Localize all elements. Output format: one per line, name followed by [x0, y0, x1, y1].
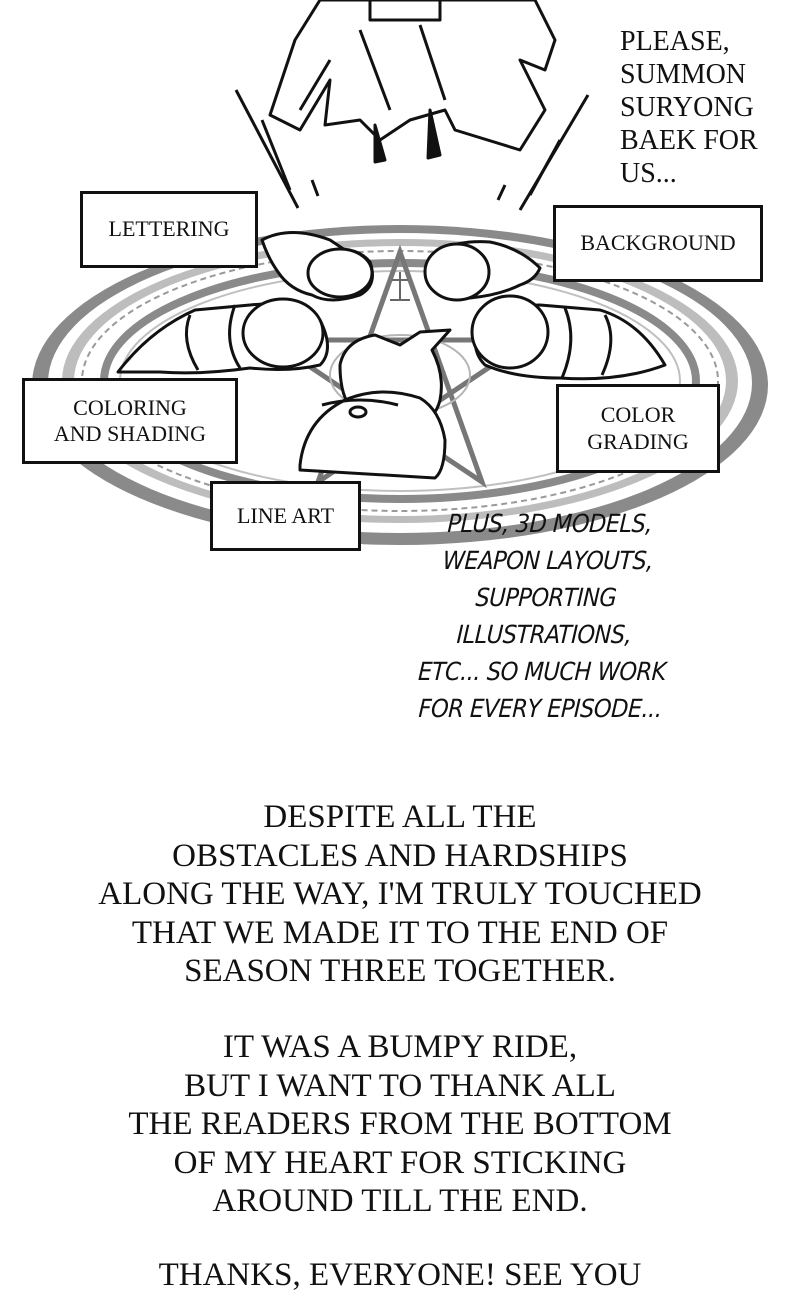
message-line: BUT I WANT TO THANK ALL: [184, 1067, 616, 1104]
note-line: SUPPORTING: [474, 583, 618, 612]
speech-line: SURYONG: [620, 92, 754, 123]
message-line: IT WAS A BUMPY RIDE,: [222, 1029, 578, 1065]
label-text: COLOR: [600, 402, 676, 428]
label-text: GRADING: [587, 428, 689, 454]
speech-line: BAEK FOR: [620, 125, 758, 156]
handwritten-note: [414, 505, 676, 727]
message-line: SEASON THREE TOGETHER.: [184, 953, 616, 989]
label-text: BACKGROUND: [580, 230, 736, 256]
label-line-art: [210, 481, 361, 551]
note-line: WEAPON LAYOUTS,: [442, 546, 654, 575]
label-text: COLORING: [73, 394, 187, 420]
label-color-grading: [556, 384, 720, 473]
note-line: ETC... SO MUCH WORK: [417, 657, 667, 686]
message-line: THANKS, EVERYONE! SEE YOU: [158, 1257, 642, 1293]
label-text: LINE ART: [236, 502, 335, 528]
message-line: OBSTACLES AND HARDSHIPS: [172, 837, 628, 874]
label-text: AND SHADING: [53, 421, 207, 446]
label-text: LETTERING: [108, 216, 230, 242]
label-lettering: [80, 191, 258, 268]
speech-line: US...: [620, 158, 677, 189]
message-line: ALONG THE WAY, I'M TRULY TOUCHED: [98, 876, 702, 912]
speech-line: PLEASE,: [620, 26, 730, 57]
message-paragraph-2: [40, 1028, 760, 1221]
label-coloring-and-shading: [22, 378, 238, 464]
message-paragraph-3: [40, 1256, 760, 1295]
message-line: OF MY HEART FOR STICKING: [173, 1144, 627, 1181]
label-background: [553, 205, 763, 282]
speech-line: SUMMON: [620, 59, 747, 90]
floating-figure: [270, 0, 555, 162]
message-line: THE READERS FROM THE BOTTOM: [128, 1106, 672, 1142]
message-line: AROUND TILL THE END.: [212, 1183, 588, 1219]
message-paragraph-1: [40, 798, 760, 991]
message-line: THAT WE MADE IT TO THE END OF: [131, 914, 669, 951]
note-line: PLUS, 3D MODELS,: [446, 509, 653, 538]
note-line: FOR EVERY EPISODE...: [417, 694, 663, 723]
message-line: DESPITE ALL THE: [263, 799, 537, 835]
speech-bubble-text: [620, 25, 758, 190]
note-line: ILLUSTRATIONS,: [455, 620, 633, 649]
